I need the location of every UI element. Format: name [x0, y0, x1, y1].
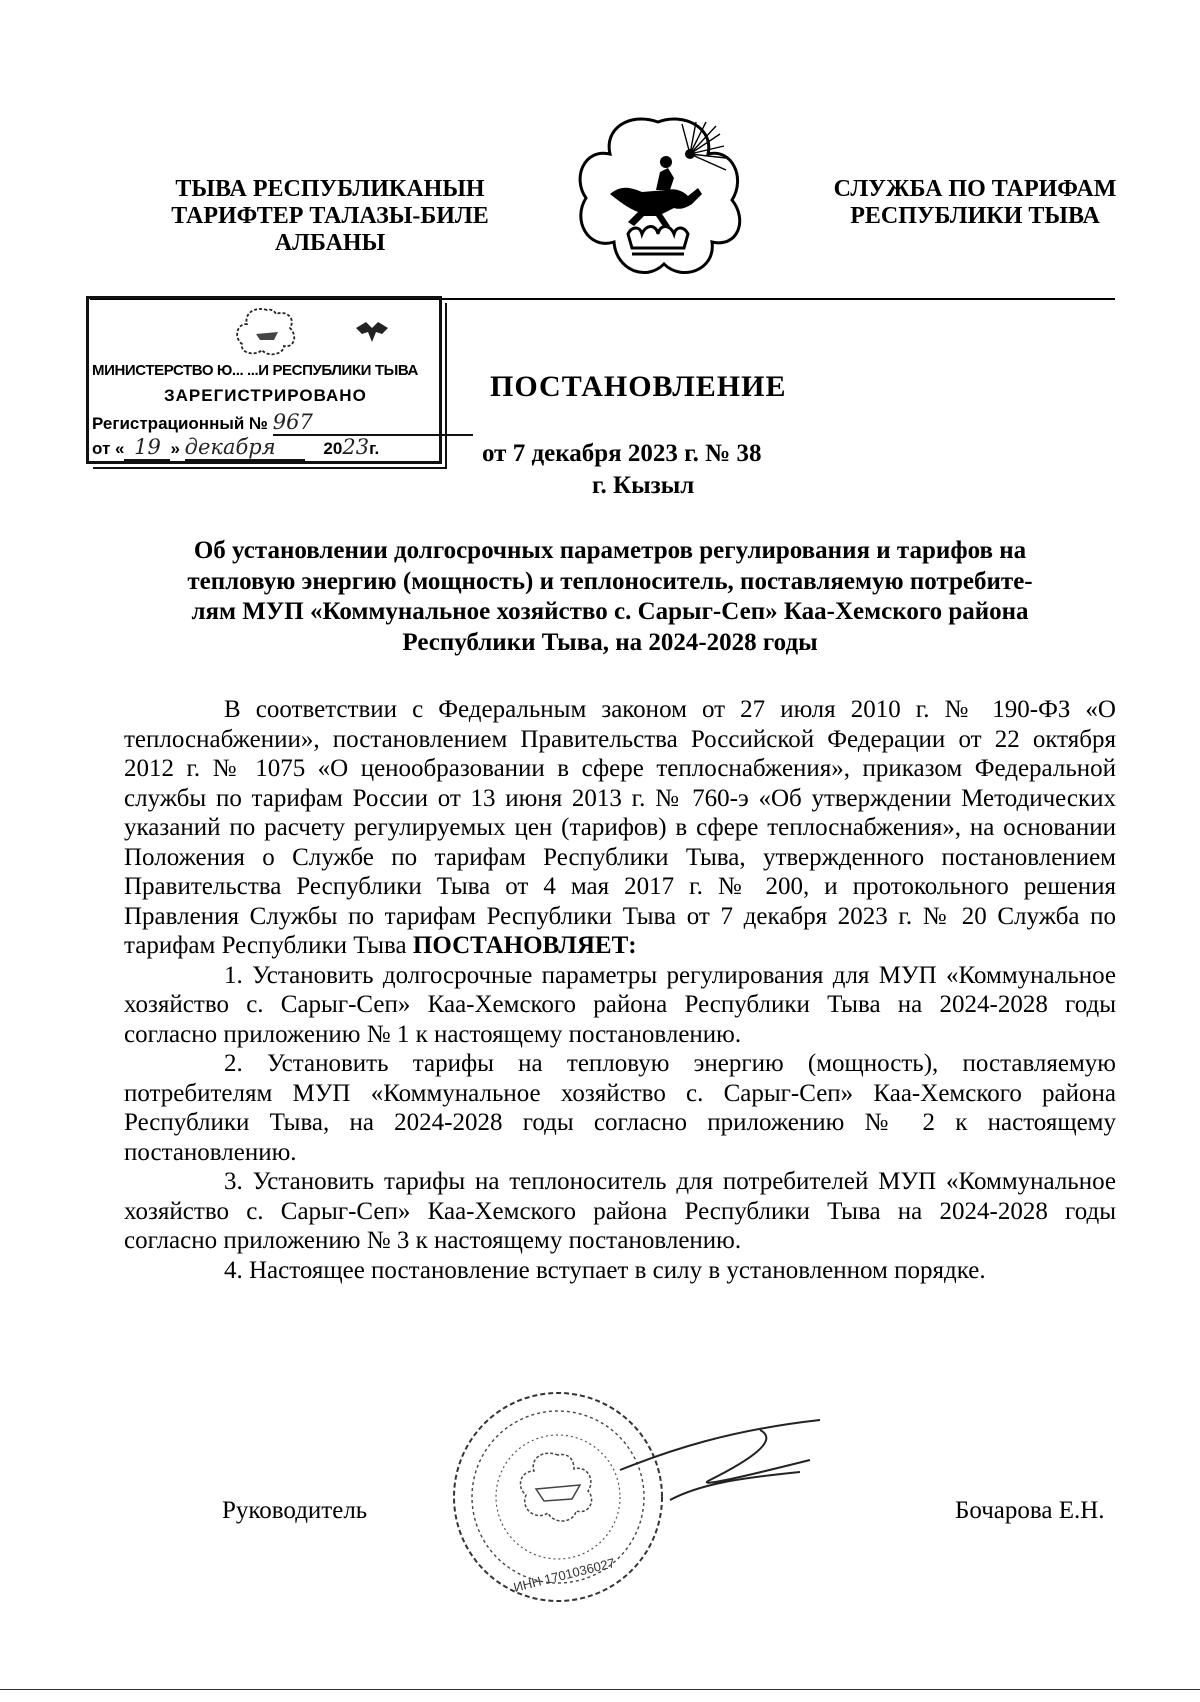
- resolution-item: 1. Установить долгосрочные параметры регулирования для МУП «Коммунальное хозяйство с. Сарыг-Сеп» Каа-Хемского района Республики Тыва на 2024-2028 годы согласно приложению № 1 к настоящему постановлению.: [124, 961, 1116, 1048]
- title-line: Об установлении долгосрочных параметров регулирования и тарифов на: [193, 537, 1027, 564]
- header-agency-name-russian: [810, 176, 1140, 230]
- stamp-ministry-name: МИНИСТЕРСТВО Ю... ...И РЕСПУБЛИКИ ТЫВА: [92, 362, 418, 379]
- resolution-item: 3. Установить тарифы на теплоноситель для потребителей МУП «Коммунальное хозяйство с. Сарыг-Сеп» Каа-Хемского района Республики Тыва на 2024-2028 годы согласно приложению № 3 к настоящему постановлению.: [124, 1168, 1116, 1254]
- small-emblem-icon: [232, 306, 302, 356]
- stamp-day-underline: [124, 435, 170, 461]
- small-eagle-icon: [352, 316, 392, 346]
- signer-name: Бочарова Е.Н.: [955, 1497, 1105, 1524]
- stamp-date-prefix: от «: [92, 439, 125, 458]
- stamp-number-label: Регистрационный №: [92, 414, 268, 433]
- document-body: [124, 695, 1116, 1285]
- stamp-date-row: [92, 435, 379, 461]
- stamp-status: ЗАРЕГИСТРИРОВАНО: [164, 386, 367, 405]
- document-type: ПОСТАНОВЛЕНИЕ: [490, 370, 787, 403]
- resolution-item: 2. Установить тарифы на тепловую энергию (мощность), поставляемую потребителям МУП «Коммунальное хозяйство с. Сарыг-Сеп» Каа-Хемского района Республики Тыва, на 2024-2028 годы согласно приложению № 2 к настоящему постановлению.: [124, 1050, 1116, 1166]
- stamp-date-end: г.: [369, 439, 380, 458]
- resolution-item: 4. Настоящее постановление вступает в силу в установленном порядке.: [224, 1256, 986, 1284]
- seal-inn-text: ИНН 1701036027: [511, 1555, 617, 1595]
- stamp-date-sep: »: [170, 439, 180, 458]
- document-place: г. Кызыл: [592, 472, 695, 499]
- stamp-date-month: декабря: [184, 435, 276, 459]
- signer-position: Руководитель: [222, 1497, 368, 1524]
- stamp-number-value: 967: [272, 410, 313, 434]
- stamp-month-underline: [185, 435, 305, 461]
- stamp-year-prefix: 20: [323, 439, 343, 458]
- preamble-paragraph: [124, 695, 1116, 961]
- header-line: ТАРИФТЕР ТАЛАЗЫ-БИЛЕ: [171, 203, 489, 229]
- header-line: ТЫВА РЕСПУБЛИКАНЫН: [175, 176, 485, 202]
- header-line: АЛБАНЫ: [274, 230, 386, 256]
- stamp-number-underline: [273, 410, 473, 436]
- tuva-emblem-icon: [570, 108, 746, 286]
- stamp-date-day: 19: [134, 435, 161, 459]
- preamble-text: В соответствии с Федеральным законом от 27 июля 2010 г. № 190-ФЗ «О теплоснабжении», постановлением Правительства Российской Федерации от 22 октября 2012 г. № 1075 «О ценообразовании в сфере теплоснабжения», приказом Федеральной службы по тарифам России от 13 июня 2013 г. № 760-э «Об утверждении Методических указаний по расчету регулируемых цен (тарифов) в сфере теплоснабжения», на основании Положения о Службе по тарифам Республики Тыва, утвержденного постановлением Правительства Республики Тыва от 4 мая 2017 г. № 200, и протокольного решения Правления Службы по тарифам Республики Тыва от 7 декабря 2023 г. № 20 Служба по тарифам Республики Тыва: [124, 696, 1116, 959]
- header-line: РЕСПУБЛИКИ ТЫВА: [850, 203, 1100, 229]
- header-agency-name-tuvan: [150, 176, 510, 257]
- header-line: СЛУЖБА ПО ТАРИФАМ: [833, 176, 1117, 202]
- stamp-year-suffix: 23: [342, 435, 370, 459]
- document-date-number: от 7 декабря 2023 г. № 38: [482, 440, 762, 467]
- scan-bottom-edge: [0, 1689, 1200, 1690]
- title-line: Республики Тыва, на 2024-2028 годы: [402, 628, 818, 656]
- document-title: [155, 536, 1065, 658]
- resolves-keyword: ПОСТАНОВЛЯЕТ:: [412, 932, 637, 959]
- title-line: лям МУП «Коммунальное хозяйство с. Сарыг-Сеп» Каа-Хемского района: [191, 598, 1029, 625]
- stamp-registration-number-row: [92, 410, 473, 436]
- registration-stamp: [82, 292, 452, 472]
- title-line: тепловую энергию (мощность) и теплоноситель, поставляемую потребите-: [187, 567, 1033, 595]
- handwritten-signature-icon: [610, 1400, 840, 1540]
